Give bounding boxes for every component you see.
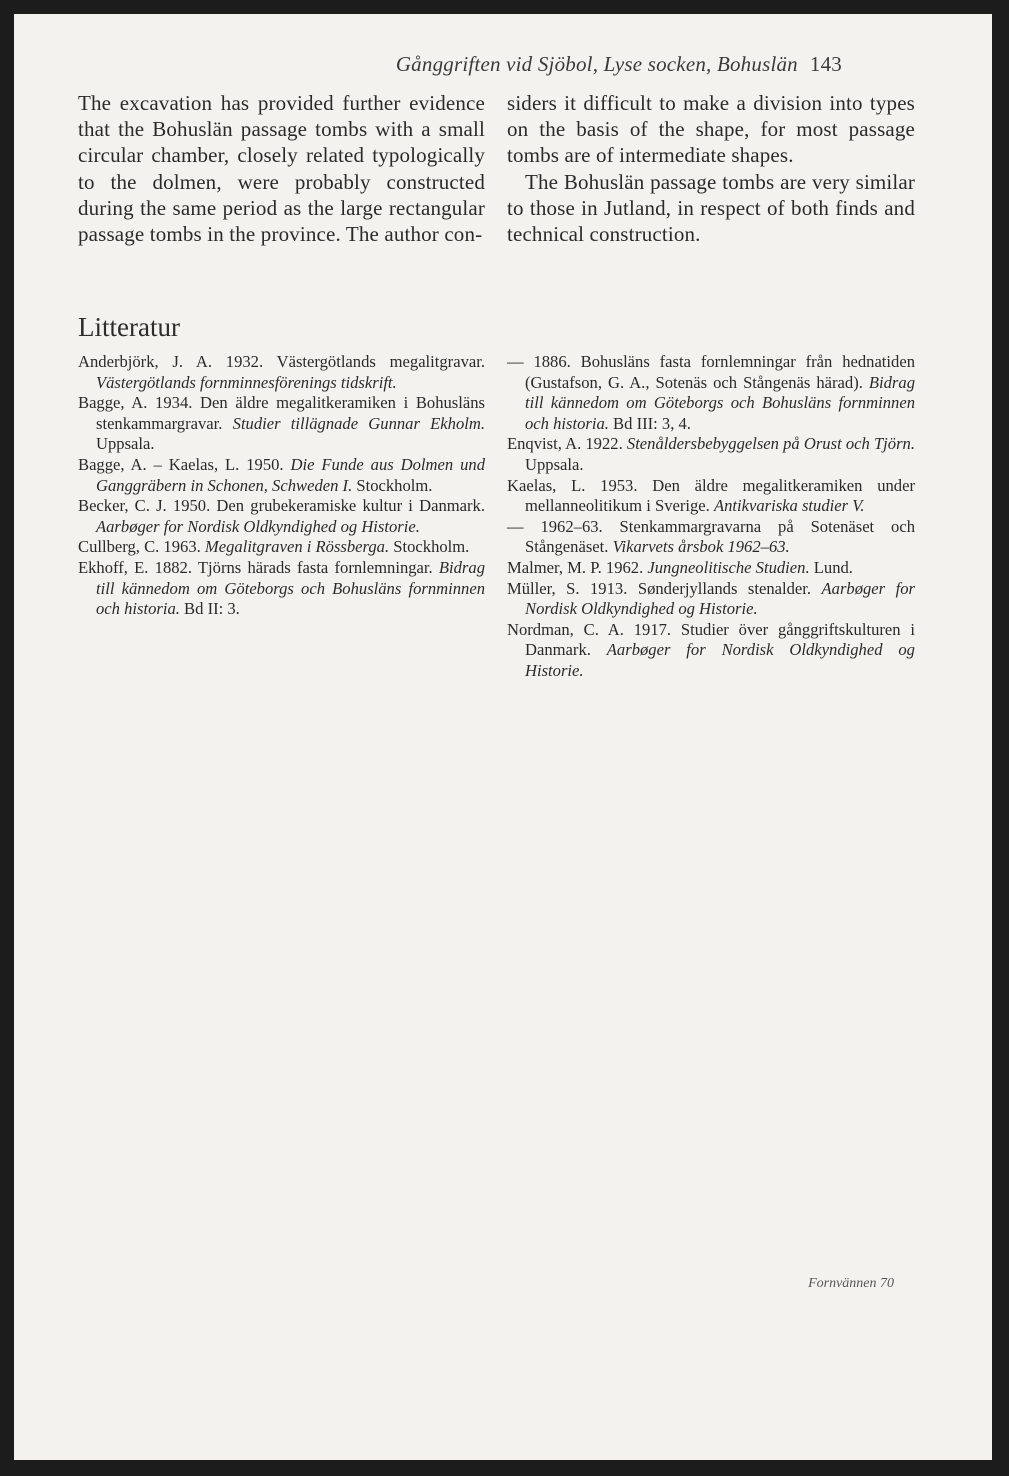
reference-entry xyxy=(78,352,485,393)
abstract-paragraph: siders it difficult to make a division into types on the basis of the shape, for most passage tombs are of intermediate shapes. xyxy=(507,91,915,168)
reference-title: Die Funde aus Dolmen und Ganggräbern in Schonen, Schweden I. xyxy=(96,454,485,495)
section-heading: Litteratur xyxy=(78,312,180,342)
reference-text: Ekhoff, E. 1882. Tjörns härads fasta fornlemningar. xyxy=(78,557,439,577)
abstract-left-column xyxy=(78,90,485,247)
abstract-paragraph: The excavation has provided further evidence that the Bohuslän passage tombs with a small circular chamber, closely related typologically to the dolmen, were probably constructed during the same period as the large rectangular passage tombs in the province. The author con- xyxy=(78,91,485,247)
reference-text: Enqvist, A. 1922. xyxy=(507,434,627,454)
reference-title: Västergötlands fornminnesförenings tidskrift. xyxy=(96,372,397,392)
reference-entry xyxy=(78,537,485,558)
reference-title: Studier tillägnade Gunnar Ekholm. xyxy=(232,413,485,433)
reference-text: Bagge, A. – Kaelas, L. 1950. xyxy=(78,454,291,474)
reference-entry xyxy=(507,476,915,517)
reference-text: — 1962–63. Stenkammargravarna på Sotenäset och Stångenäset. xyxy=(507,516,915,557)
reference-entry xyxy=(78,393,485,455)
reference-title: Megalitgraven i Rössberga. xyxy=(204,537,390,557)
reference-title: Aarbøger for Nordisk Oldkyndighed og Historie. xyxy=(525,640,915,680)
reference-title: Stenåldersbebyggelsen på Orust och Tjörn. xyxy=(626,434,915,454)
running-head xyxy=(396,52,842,77)
reference-entry xyxy=(507,434,915,475)
references-right-column xyxy=(507,352,915,682)
reference-text: Anderbjörk, J. A. 1932. Västergötlands megalitgravar. xyxy=(78,352,485,371)
reference-title: Aarbøger for Nordisk Oldkyndighed og Historie. xyxy=(96,516,420,536)
reference-entry xyxy=(507,352,915,434)
journal-footer: Fornvännen 70 xyxy=(808,1276,894,1291)
reference-entry xyxy=(78,496,485,537)
reference-title: Bidrag till kännedom om Göteborgs och Bohusläns fornminnen och historia. xyxy=(96,557,485,619)
abstract-right-column xyxy=(507,90,915,247)
page-number: 143 xyxy=(809,52,842,76)
reference-entry xyxy=(507,620,915,682)
reference-text: Nordman, C. A. 1917. Studier över gånggriftskulturen i Danmark. xyxy=(507,619,915,660)
reference-text: Uppsala. xyxy=(525,454,584,474)
reference-entry xyxy=(78,558,485,620)
reference-entry xyxy=(507,517,915,558)
reference-text: Kaelas, L. 1953. Den äldre megalitkeramiken under mellanneolitikum i Sverige. xyxy=(507,475,915,516)
document-page xyxy=(14,14,992,1460)
abstract-paragraph: The Bohuslän passage tombs are very similar to those in Jutland, in respect of both finds and technical construction. xyxy=(507,169,915,247)
reference-entry xyxy=(507,558,915,579)
reference-entry xyxy=(78,455,485,496)
reference-text: Malmer, M. P. 1962. xyxy=(507,557,648,577)
reference-text: Bagge, A. 1934. Den äldre megalitkeramiken i Bohusläns stenkammargravar. xyxy=(78,393,485,433)
reference-title: Bidrag till kännedom om Göteborgs och Bohusläns fornminnen och historia. xyxy=(525,372,915,433)
references-left-column xyxy=(78,352,485,620)
reference-title: Vikarvets årsbok 1962–63. xyxy=(612,537,790,557)
reference-text: Cullberg, C. 1963. xyxy=(78,537,205,557)
reference-text: Bd III: 3, 4. xyxy=(608,413,691,433)
reference-text: Müller, S. 1913. Sønderjyllands stenalder. xyxy=(507,578,822,598)
running-title: Gånggriften vid Sjöbol, Lyse socken, Bohuslän xyxy=(395,52,798,76)
reference-title: Aarbøger for Nordisk Oldkyndighed og Historie. xyxy=(525,578,915,619)
reference-text: Uppsala. xyxy=(96,434,155,454)
reference-title: Jungneolitische Studien. xyxy=(647,557,810,577)
reference-text: Lund. xyxy=(809,557,853,577)
reference-text: Becker, C. J. 1950. Den grubekeramiske kultur i Danmark. xyxy=(78,496,485,516)
reference-entry xyxy=(507,579,915,620)
reference-text: — 1886. Bohusläns fasta fornlemningar från hednatiden (Gustafson, G. A., Sotenäs och Stångenäs härad). xyxy=(507,352,915,392)
reference-text: Bd II: 3. xyxy=(179,599,240,619)
reference-text: Stockholm. xyxy=(389,537,470,557)
reference-text: Stockholm. xyxy=(352,475,433,495)
reference-title: Antikvariska studier V. xyxy=(713,496,865,516)
